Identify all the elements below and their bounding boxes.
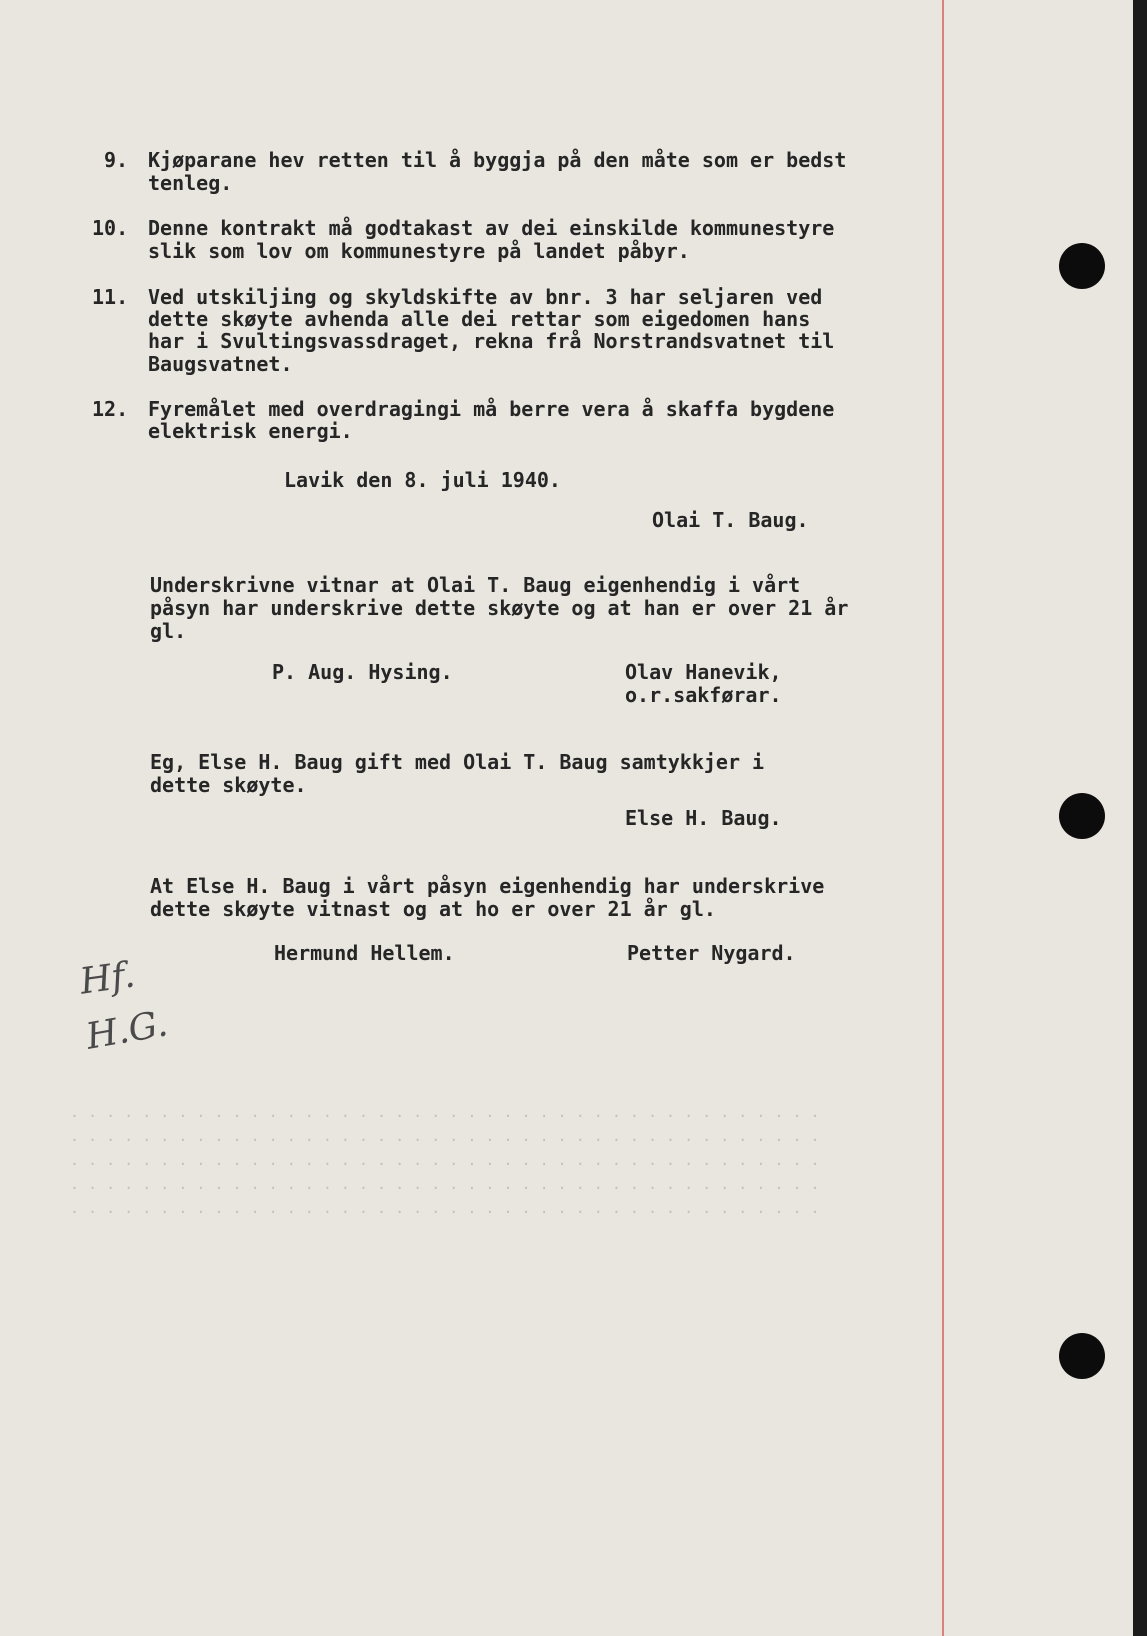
- item-12-line-2: elektrisk energi.: [148, 419, 353, 443]
- item-9-line-1: Kjøparane hev retten til å byggja på den måte som er bedst: [148, 148, 847, 172]
- witness-statement-1-line-3: gl.: [150, 619, 187, 643]
- item-10-number: 10.: [92, 216, 129, 240]
- item-11-number: 11.: [92, 285, 129, 309]
- item-12-number: 12.: [92, 397, 129, 421]
- witness-statement-2-line-1: At Else H. Baug i vårt påsyn eigenhendig har underskrive: [150, 874, 825, 898]
- witness-1-left: P. Aug. Hysing.: [272, 660, 453, 684]
- witness-1-right-line-2: o.r.sakførar.: [625, 683, 782, 707]
- consent-line-2: dette skøyte.: [150, 773, 307, 797]
- consent-signature: Else H. Baug.: [625, 806, 782, 830]
- punch-hole: [1059, 793, 1105, 839]
- witness-1-right-line-1: Olav Hanevik,: [625, 660, 782, 684]
- item-11-line-4: Baugsvatnet.: [148, 352, 293, 376]
- item-11-line-1: Ved utskiljing og skyldskifte av bnr. 3 har seljaren ved: [148, 285, 823, 309]
- item-10-line-1: Denne kontrakt må godtakast av dei einskilde kommunestyre: [148, 216, 835, 240]
- witness-2-left: Hermund Hellem.: [274, 941, 455, 965]
- bleed-through-texture: . . . . . . . . . . . . . . . . . . . . . . . . . . . . . . . . . . . . . . . . . . . . . . . . . . . . . . . . . . . . . . . . . . . . . . . . . . . . . . . . . . . . . . . . . . . . . . . . . . . . . . . . . . . . . . . . . . . . . . . . . . . . . . . . . . . . . . . . . . . . . . . . . . . . . . . . . . . . . . . . . . . . . . . . . . . . . . . . . . . . . . . . . . . . . . . . . . . . . . . . . . . . . . . . . .: [70, 1103, 820, 1217]
- witness-statement-1-line-1: Underskrivne vitnar at Olai T. Baug eigenhendig i vårt: [150, 573, 801, 597]
- handwritten-initials-1: Hf.: [77, 954, 138, 1003]
- item-10-line-2: slik som lov om kommunestyre på landet påbyr.: [148, 239, 690, 263]
- item-9-line-2: tenleg.: [148, 171, 233, 195]
- item-11-line-2: dette skøyte avhenda alle dei rettar som eigedomen hans: [148, 307, 811, 331]
- consent-line-1: Eg, Else H. Baug gift med Olai T. Baug samtykkjer i: [150, 750, 765, 774]
- seller-signature: Olai T. Baug.: [652, 508, 809, 532]
- item-12-line-1: Fyremålet med overdragingi må berre vera å skaffa bygdene: [148, 397, 835, 421]
- witness-statement-1-line-2: påsyn har underskrive dette skøyte og at han er over 21 år: [150, 596, 849, 620]
- punch-hole: [1059, 1333, 1105, 1379]
- item-11-line-3: har i Svultingsvassdraget, rekna frå Norstrandsvatnet til: [148, 329, 835, 353]
- punch-hole: [1059, 243, 1105, 289]
- handwritten-initials-2: H.G.: [83, 1003, 171, 1058]
- item-9-number: 9.: [104, 148, 129, 172]
- witness-2-right: Petter Nygard.: [627, 941, 796, 965]
- red-margin-line: [942, 0, 944, 1636]
- place-date: Lavik den 8. juli 1940.: [284, 468, 561, 492]
- witness-statement-2-line-2: dette skøyte vitnast og at ho er over 21 år gl.: [150, 897, 716, 921]
